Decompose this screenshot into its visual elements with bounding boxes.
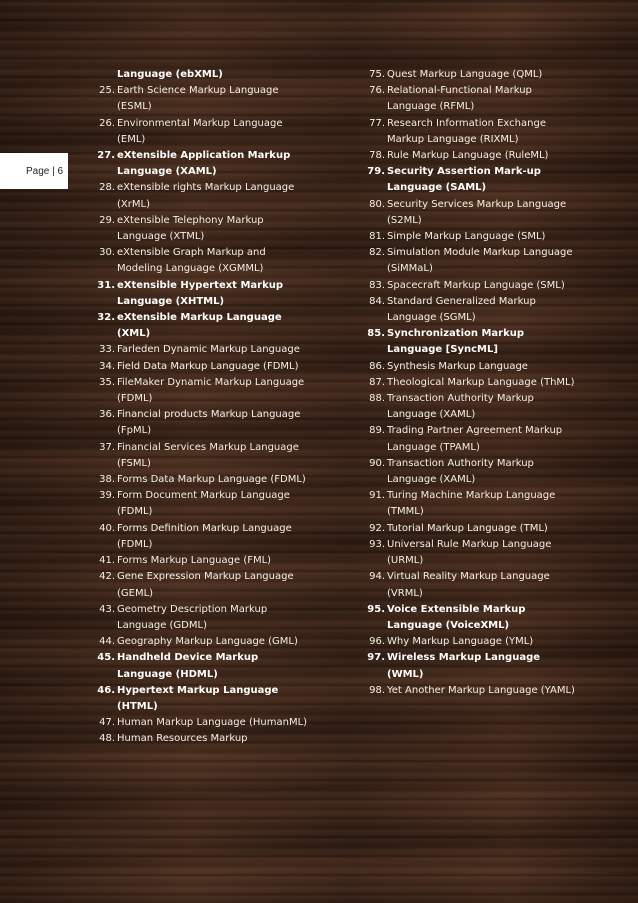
list-item-number: 89. (369, 425, 385, 437)
list-item (361, 602, 576, 634)
list-item-text: FileMaker Dynamic Markup Language (FDML) (117, 376, 305, 405)
list-item (91, 488, 311, 520)
list-item-text: Universal Rule Markup Language (URML) (387, 538, 552, 567)
list-item-number: 33. (99, 344, 115, 356)
list-item-text: Financial products Markup Language (FpML) (117, 409, 301, 437)
list-item-number: 96. (369, 636, 385, 648)
list-item-text: Security Services Markup Language (S2ML) (387, 198, 567, 226)
list-item-text: Relational-Functional Markup Language (RFML) (387, 85, 532, 113)
list-item (361, 278, 576, 294)
list-item-text: Quest Markup Language (QML) (387, 69, 543, 80)
list-item-number: 98. (369, 684, 385, 696)
list-item-number: 44. (99, 636, 115, 648)
list-item (361, 569, 576, 601)
list-item-text: Forms Definition Markup Language (FDML) (117, 522, 292, 550)
list-item-number: 75. (369, 69, 385, 80)
list-item-number: 35. (99, 376, 115, 388)
list-item-number: 48. (99, 733, 115, 745)
list-item-text: Security Assertion Mark-up Language (SAML) (387, 166, 541, 194)
list-item-text: eXtensible Telephony Markup Language (XTML) (117, 214, 264, 243)
list-item (361, 650, 576, 682)
list-item (91, 83, 311, 115)
list-item-number: 32. (97, 312, 115, 324)
list-item-number: 80. (369, 198, 385, 210)
list-item-number: 39. (99, 490, 115, 502)
list-item (91, 407, 311, 439)
list-item-number: 83. (369, 279, 385, 291)
list-item-number: 45. (97, 652, 115, 664)
list-item-text: eXtensible Application Markup Language (XAML) (117, 150, 291, 178)
list-item (361, 391, 576, 423)
list-item (361, 375, 576, 391)
list-item (361, 164, 576, 196)
list-item (361, 537, 576, 569)
list-item-number: 46. (97, 684, 115, 696)
list-item-number: 26. (99, 117, 115, 129)
list-item-number: 40. (99, 522, 115, 534)
list-item-number: 47. (99, 717, 115, 729)
list-item-number: 36. (99, 409, 115, 421)
list-item (91, 731, 311, 747)
list-item-number: 86. (369, 360, 385, 372)
list-item-number: 38. (99, 474, 115, 486)
list-item-text: Why Markup Language (YML) (387, 636, 534, 648)
list-item (361, 67, 576, 83)
list-item-text: Transaction Authority Markup Language (XAML) (387, 393, 534, 421)
list-item-number: 28. (99, 182, 115, 194)
list-item (91, 683, 311, 715)
list-item-text: Farleden Dynamic Markup Language (117, 344, 300, 356)
list-item-text: Theological Markup Language (ThML) (387, 376, 575, 388)
list-item (91, 553, 311, 569)
list-item-text: Geography Markup Language (GML) (117, 636, 298, 648)
list-item (91, 634, 311, 650)
list-item-number: 97. (367, 652, 385, 664)
list-item-text: Synthesis Markup Language (387, 360, 528, 372)
list-item (361, 359, 576, 375)
list-item-number: 31. (97, 279, 115, 291)
list-item (361, 326, 576, 358)
list-item-text: eXtensible Graph Markup and Modeling Language (XGMML) (117, 247, 266, 275)
list-item-text: Language (ebXML) (117, 69, 223, 80)
list-item-text: eXtensible rights Markup Language (XrML) (117, 182, 295, 210)
list-item-text: Rule Markup Language (RuleML) (387, 150, 549, 162)
list-item (91, 359, 311, 375)
list-item-text: Wireless Markup Language (WML) (387, 652, 541, 680)
list-item-number: 92. (369, 522, 385, 534)
list-item-text: Financial Services Markup Language (FSML) (117, 441, 299, 469)
list-item (361, 294, 576, 326)
list-item-text: Forms Markup Language (FML) (117, 555, 272, 567)
list-item-text: Transaction Authority Markup Language (XAML) (387, 457, 534, 486)
list-item-text: Human Markup Language (HumanML) (117, 717, 308, 729)
list-item-number: 25. (99, 85, 115, 97)
list-item (361, 521, 576, 537)
list-item (91, 650, 311, 682)
list-item (361, 116, 576, 148)
list-item (361, 83, 576, 115)
list-item-text: Form Document Markup Language (FDML) (117, 490, 290, 518)
list-item-text: eXtensible Markup Language (XML) (117, 312, 282, 340)
list-item (91, 67, 311, 83)
list-item-number: 78. (369, 150, 385, 162)
list-item-text: Synchronization Markup Language [SyncML] (387, 328, 525, 356)
list-item-number: 77. (369, 117, 385, 129)
list-item-number: 37. (99, 441, 115, 453)
list-item (91, 715, 311, 731)
list-item-number: 94. (369, 571, 385, 583)
list-item-text: Earth Science Markup Language (ESML) (117, 85, 279, 113)
list-item-text: Field Data Markup Language (FDML) (117, 360, 299, 372)
list-item-text: Simple Markup Language (SML) (387, 231, 546, 243)
list-item-number: 81. (369, 231, 385, 243)
right-column-list (361, 67, 576, 699)
list-item-number: 87. (369, 376, 385, 388)
list-item (91, 310, 311, 342)
list-item-number: 27. (97, 150, 115, 162)
list-item-text: Turing Machine Markup Language (TMML) (387, 490, 556, 518)
list-item (361, 683, 576, 699)
list-item-text: Research Information Exchange Markup Language (RIXML) (387, 117, 546, 145)
list-item-number: 93. (369, 538, 385, 550)
list-item (91, 278, 311, 310)
list-item-number: 43. (99, 603, 115, 615)
list-item-number: 34. (99, 360, 115, 372)
list-item-number: 41. (99, 555, 115, 567)
list-item (361, 488, 576, 520)
page-number-label: Page | 6 (0, 153, 68, 189)
list-item-text: Environmental Markup Language (EML) (117, 117, 283, 145)
list-item-text: Trading Partner Agreement Markup Language (TPAML) (387, 425, 563, 453)
list-item-number: 90. (369, 457, 385, 469)
list-item (91, 569, 311, 601)
list-item-number: 82. (369, 247, 385, 259)
list-item-number: 85. (367, 328, 385, 340)
list-item (361, 148, 576, 164)
list-item (91, 245, 311, 277)
list-item (91, 602, 311, 634)
list-item (91, 472, 311, 488)
list-item-number: 88. (369, 393, 385, 405)
list-item-text: Geometry Description Markup Language (GDML) (117, 603, 268, 631)
list-item (361, 634, 576, 650)
list-item-text: Yet Another Markup Language (YAML) (387, 684, 575, 696)
list-item (361, 456, 576, 488)
list-item-number: 84. (369, 295, 385, 307)
list-item-number: 95. (367, 603, 385, 615)
list-item-text: Human Resources Markup (117, 733, 248, 745)
list-item-text: Standard Generalized Markup Language (SGML) (387, 295, 536, 324)
list-item-number: 79. (367, 166, 385, 178)
list-item-text: Gene Expression Markup Language (GEML) (117, 571, 294, 599)
list-item-number: 30. (99, 247, 115, 259)
list-item-text: Simulation Module Markup Language (SiMMaL) (387, 247, 573, 275)
list-item-text: Spacecraft Markup Language (SML) (387, 279, 565, 291)
list-item-text: Hypertext Markup Language (HTML) (117, 684, 279, 712)
list-item-number: 29. (99, 214, 115, 226)
list-item (361, 423, 576, 455)
list-item-number: 42. (99, 571, 115, 583)
list-item-text: Voice Extensible Markup Language (VoiceXML) (387, 603, 526, 631)
list-item-text: eXtensible Hypertext Markup Language (XHTML) (117, 279, 283, 307)
list-item (91, 440, 311, 472)
list-item (91, 375, 311, 407)
list-item (91, 521, 311, 553)
list-item (91, 342, 311, 358)
list-item (91, 148, 311, 180)
list-item-number: 91. (369, 490, 385, 502)
left-column-list (91, 67, 311, 748)
list-item (91, 180, 311, 212)
list-item-text: Tutorial Markup Language (TML) (387, 522, 548, 534)
list-item (91, 116, 311, 148)
list-item-text: Virtual Reality Markup Language (VRML) (387, 571, 550, 599)
list-item (91, 213, 311, 245)
list-item (361, 197, 576, 229)
list-item-text: Handheld Device Markup Language (HDML) (117, 652, 259, 680)
list-item (361, 245, 576, 277)
list-item (361, 229, 576, 245)
list-item-text: Forms Data Markup Language (FDML) (117, 474, 306, 486)
list-item-number: 76. (369, 85, 385, 97)
